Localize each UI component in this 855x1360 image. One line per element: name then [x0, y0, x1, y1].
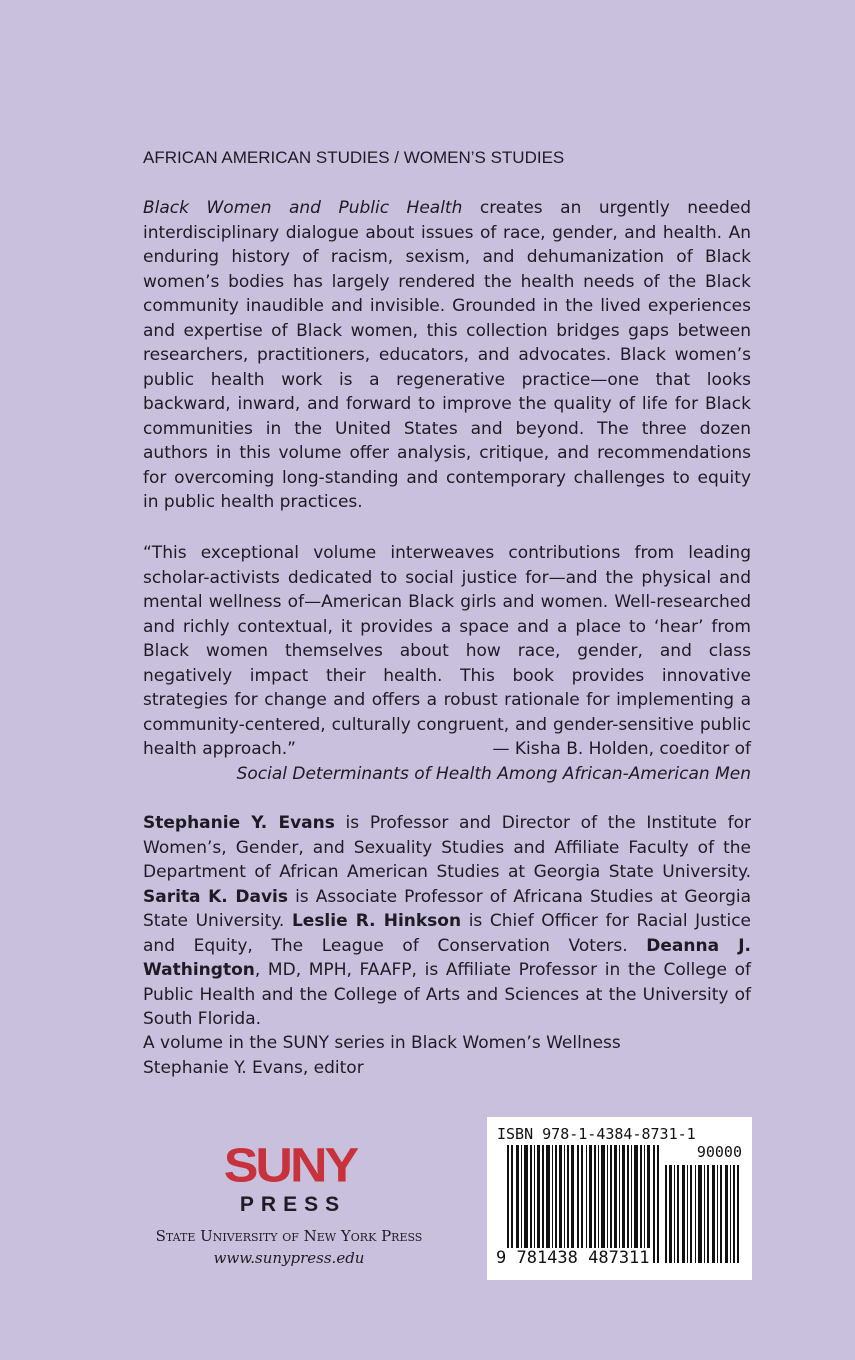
description-text: creates an urgently needed interdisciplinary dialogue about issues of race, gender, and health. An enduring history of racism, sexism, and dehumanization of Black women’s bodies has largely rendered the health needs of the Black community inaudible and invisible. Grounded in the lived experiences and expertise of Black women, this collection bridges gaps between researchers, practitioners, educators, and advocates. Black women’s public health work is a regenerative practice—one that looks backward, inward, and forward to improve the quality of life for Black communities in the United States and beyond. The three dozen authors in this volume offer analysis, critique, and recommendations for overcoming long-standing and contemporary challenges to equity in public health practices. — [143, 198, 751, 512]
book-description — [143, 196, 751, 515]
quote-attribution — [237, 737, 751, 786]
isbn-label: ISBN 978-1-4384-8731-1 — [497, 1125, 696, 1143]
category-heading: AFRICAN AMERICAN STUDIES / WOMEN’S STUDIES — [143, 148, 565, 167]
publisher-url: www.sunypress.edu — [213, 1249, 365, 1267]
isbn-barcode — [487, 1117, 752, 1280]
attribution-author: — Kisha B. Holden, coeditor of — [492, 739, 751, 759]
series-note — [143, 1031, 621, 1080]
book-title: Black Women and Public Health — [143, 198, 463, 218]
bio-name: Deanna J. Wathington — [143, 935, 751, 980]
bio-name: Sarita K. Davis — [143, 886, 288, 907]
bio-name: Leslie R. Hinkson — [291, 911, 462, 931]
barcode-main-bars — [507, 1145, 659, 1263]
bio-name: Stephanie Y. Evans — [143, 813, 335, 833]
series-line: A volume in the SUNY series in Black Women’s Wellness — [143, 1033, 621, 1053]
attribution-work: Social Determinants of Health Among African-American Men — [236, 763, 751, 784]
bio-text: , MD, MPH, FAAFP, is Affiliate Professor in the College of Public Health and the College of Arts and Sciences at the University of South Florida. — [143, 960, 751, 1029]
editor-bios — [143, 811, 751, 1032]
bio-text: is Chief Officer for Racial Justice and Equity, The League of Conservation Voters. — [143, 911, 752, 956]
price-code: 90000 — [696, 1143, 742, 1161]
bio-text: is Associate Professor of Africana Studies at Georgia State University. — [143, 886, 752, 931]
ean-digits: 9 781438 487311 — [496, 1248, 650, 1268]
logo-press-text: PRESS — [239, 1193, 347, 1216]
logo-suny-text: SUNY — [223, 1139, 357, 1193]
publisher-name: State University of New York Press — [155, 1227, 423, 1245]
endorsement-quote: “This exceptional volume interweaves contributions from leading scholar-activists dedicated to social justice for—and the physical and mental wellness of—American Black girls and women. Well-researched and richly contextual, it provides a space and a place to ‘hear’ from Black women themselves about how race, gender, and class negatively impact their health. This book provides innovative strategies for change and offers a robust rationale for implementing a community-centered, culturally congruent, and gender-sensitive public health approach.” — [143, 543, 751, 759]
barcode-addon-bars — [665, 1165, 739, 1263]
suny-press-logo — [205, 1139, 375, 1217]
series-editor: Stephanie Y. Evans, editor — [143, 1057, 364, 1078]
bio-text: is Professor and Director of the Institute for Women’s, Gender, and Sexuality Studies and Affiliate Faculty of the Department of African American Studies at Georgia State University. — [143, 813, 752, 882]
